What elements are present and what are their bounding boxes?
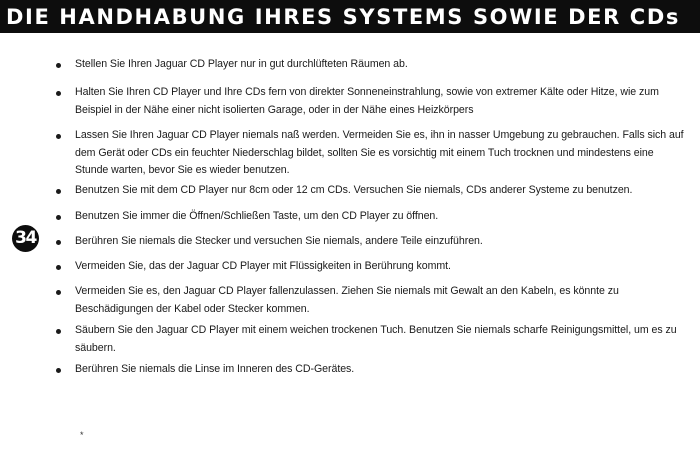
bullet-icon [56,290,61,295]
bullet-icon [56,240,61,245]
list-item [56,283,686,318]
margin-mark: * [80,430,84,440]
list-item [56,208,686,226]
bullet-icon [56,134,61,139]
list-item-text: Berühren Sie niemals die Stecker und versuchen Sie niemals, andere Teile einzuführen. [75,235,483,247]
list-item-text: Berühren Sie niemals die Linse im Inneren des CD-Gerätes. [75,363,355,375]
bullet-icon [56,91,61,96]
bullet-icon [56,329,61,334]
bullet-icon [56,189,61,194]
bullet-icon [56,63,61,68]
list-item-text: Benutzen Sie immer die Öffnen/Schließen Taste, um den CD Player zu öffnen. [75,210,439,222]
list-item-text: Vermeiden Sie, das der Jaguar CD Player mit Flüssigkeiten in Berührung kommt. [75,260,451,272]
bullet-icon [56,215,61,220]
page-title: DIE HANDHABUNG IHRES SYSTEMS SOWIE DER CDs [6,5,680,29]
list-item-text: Halten Sie Ihren CD Player und Ihre CDs fern von direkter Sonneneinstrahlung, sowie von extremer Kälte oder Hitze, wie zum Beispiel in der Nähe einer nicht isolierten Garage, oder in der Nähe eines Heizkörpers [75,86,659,116]
bullet-icon [56,368,61,373]
page-number-badge: 34 [12,225,39,252]
list-item-text: Stellen Sie Ihren Jaguar CD Player nur in gut durchlüfteten Räumen ab. [75,58,408,70]
list-item-text: Vermeiden Sie es, den Jaguar CD Player fallenzulassen. Ziehen Sie niemals mit Gewalt an den Kabeln, es könnte zu Beschädigungen der Kabel oder Stecker kommen. [75,285,619,315]
bullet-icon [56,265,61,270]
list-item [56,322,686,357]
list-item-text: Säubern Sie den Jaguar CD Player mit einem weichen trockenen Tuch. Benutzen Sie niemals scharfe Reinigungsmittel, um es zu säubern. [75,324,677,354]
list-item [56,127,686,180]
header-bar [0,0,700,33]
list-item-text: Benutzen Sie mit dem CD Player nur 8cm oder 12 cm CDs. Versuchen Sie niemals, CDs anderer Systeme zu benutzen. [75,184,633,196]
list-item [56,258,686,276]
list-item [56,361,686,379]
list-item-text: Lassen Sie Ihren Jaguar CD Player niemals naß werden. Vermeiden Sie es, ihn in nasser Umgebung zu gebrauchen. Falls sich auf dem Gerät oder CDs ein feuchter Niederschlag bildet, sollten Sie es vorsichtig mit einem Tuch trocknen und mindestens eine Stunde warten, bevor Sie es wieder benutzen. [75,129,684,176]
list-item [56,182,686,200]
list-item [56,56,686,74]
list-item [56,233,686,251]
list-item [56,84,686,119]
